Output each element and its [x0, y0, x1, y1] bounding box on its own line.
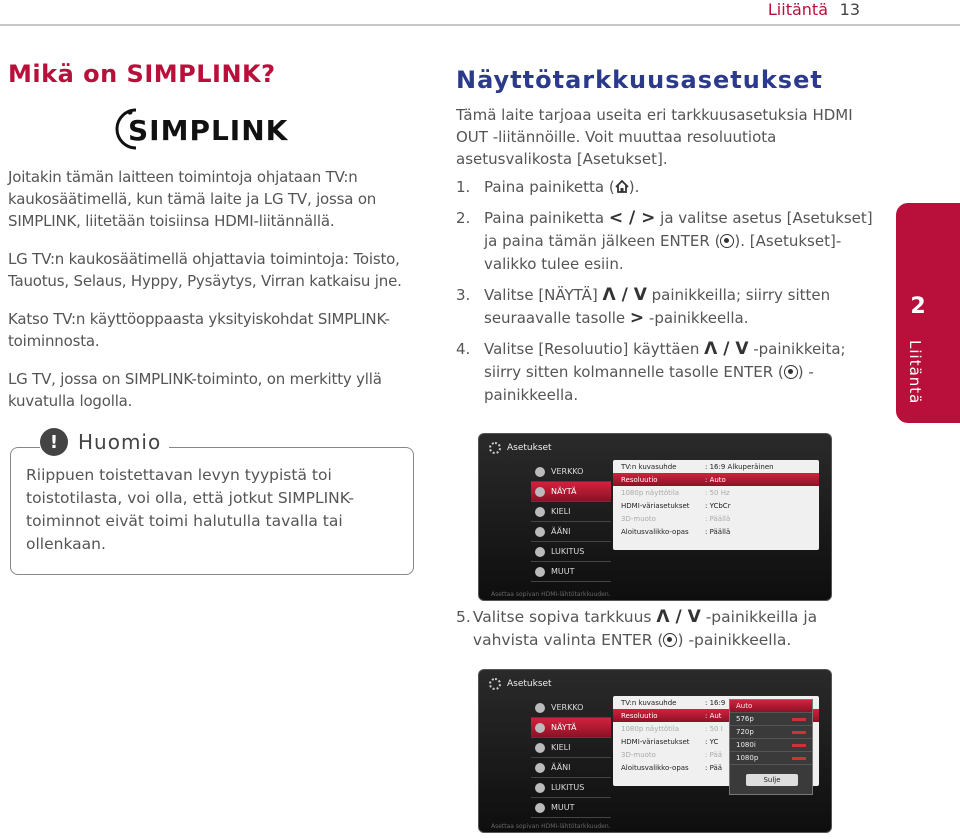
setting-row[interactable]: HDMI-väriasetukset : YC [621, 737, 719, 746]
other-icon [535, 803, 545, 813]
right-arrow-icon: > [629, 308, 645, 328]
menu-item-lukitus[interactable]: LUKITUS [531, 542, 611, 562]
settings-menu [531, 462, 611, 582]
functions-paragraph: LG TV:n kaukosäätimellä ohjattavia toimintoja: Toisto, Tauotus, Selaus, Hyppy, Pysäytys, Virran katkaisu jne. [8, 250, 402, 290]
gear-icon [489, 678, 501, 690]
note-text: Riippuen toistettavan levyn tyypistä toi toistotilasta, voi olla, että jotkut SIMPLINK-toiminnot eivät toimi halutulla tavalla tai ollenkaan. [26, 466, 354, 553]
step-1: 1. Paina painiketta ( ). [456, 178, 640, 196]
menu-item-muut[interactable]: MUUT [531, 798, 611, 818]
enter-icon [720, 234, 734, 248]
display-settings-panel [613, 460, 819, 550]
resolution-intro: Tämä laite tarjoaa useita eri tarkkuusasetuksia HDMI OUT -liitännöille. Voit muuttaa resoluutiota asetusvalikosta [Asetukset]. [456, 106, 853, 168]
menu-item-aani[interactable]: ÄÄNI [531, 522, 611, 542]
setting-row[interactable]: Aloitusvalikko-opas : Päällä [621, 527, 731, 536]
step-3: 3. Valitse [NÄYTÄ] Λ / V painikkeilla; siirry sitten seuraavalle tasolle > -painikkeella. [456, 285, 831, 328]
menu-item-kieli[interactable]: KIELI [531, 502, 611, 522]
warning-icon: ! [40, 428, 68, 456]
menu-item-verkko[interactable]: VERKKO [531, 462, 611, 482]
screen-footer: Asettaa sopivan HDMI-lähtötarkkuuden. [491, 823, 611, 830]
network-icon [535, 467, 545, 477]
other-icon [535, 567, 545, 577]
screen-title: Asetukset [489, 442, 552, 454]
manual-paragraph: Katso TV:n käyttöoppaasta yksityiskohdat SIMPLINK-toiminnosta. [8, 310, 390, 350]
resolution-option-auto[interactable]: Auto [730, 700, 812, 713]
header-section-label: Liitäntä [767, 0, 828, 19]
up-down-arrows-icon: Λ / V [656, 607, 701, 627]
step-2: 2. Paina painiketta < / > ja valitse asetus [Asetukset] ja paina tämän jälkeen ENTER ( ). [Asetukset]-valikko tulee esiin. [456, 208, 873, 273]
chapter-label: Liitäntä [906, 340, 924, 405]
setting-row[interactable]: 1080p näyttötila : 50 I [621, 724, 723, 733]
lock-icon [535, 547, 545, 557]
settings-menu [531, 698, 611, 818]
lock-icon [535, 783, 545, 793]
up-down-arrows-icon: Λ / V [704, 339, 749, 359]
simplink-title: Mikä on SIMPLINK? [8, 60, 276, 88]
language-icon [535, 743, 545, 753]
chapter-number: 2 [910, 294, 926, 319]
intro-paragraph: Joitakin tämän laitteen toimintoja ohjataan TV:n kaukosäätimellä, kun tämä laite ja LG TV, jossa on SIMPLINK, liitetään toisiinsa HDMI-liitännällä. [8, 168, 377, 230]
left-column [8, 60, 418, 412]
page-number: 13 [839, 0, 860, 19]
steps-list [456, 176, 876, 407]
setting-row[interactable]: 3D-muoto : Pää [621, 750, 723, 759]
step-5: 5. Valitse sopiva tarkkuus Λ / V -painikkeilla ja vahvista valinta ENTER ( ) -painikkeella. [456, 607, 818, 649]
setting-row[interactable]: 1080p näyttötila : 50 Hz [621, 488, 730, 497]
home-icon [615, 180, 629, 193]
menu-item-kieli[interactable]: KIELI [531, 738, 611, 758]
resolution-option[interactable]: 720p [730, 726, 812, 739]
menu-item-nayta[interactable]: NÄYTÄ [531, 482, 611, 502]
right-column [456, 66, 876, 415]
step-4: 4. Valitse [Resoluutio] käyttäen Λ / V -painikkeita; siirry sitten kolmannelle tasolle ENTER ( ) -painikkeella. [456, 339, 846, 404]
menu-item-lukitus[interactable]: LUKITUS [531, 778, 611, 798]
left-right-arrows-icon: < / > [608, 208, 656, 228]
settings-screenshot-1 [478, 433, 832, 601]
up-down-arrows-icon: Λ / V [602, 285, 647, 305]
screen-title: Asetukset [489, 678, 552, 690]
resolution-popup [729, 699, 813, 795]
audio-icon [535, 527, 545, 537]
display-icon [535, 723, 545, 733]
settings-screenshot-2 [478, 669, 832, 833]
note-title: Huomio [78, 430, 162, 454]
setting-row[interactable]: TV:n kuvasuhde : 16:9 Alkuperäinen [621, 462, 774, 471]
simplink-logo-icon [114, 106, 310, 152]
setting-row[interactable]: 3D-muoto : Päällä [621, 514, 731, 523]
resolution-option[interactable]: 1080i [730, 739, 812, 752]
setting-row[interactable]: HDMI-väriasetukset : YCbCr [621, 501, 731, 510]
setting-row-resolution[interactable]: Resoluutio : Auto [613, 473, 819, 486]
menu-item-aani[interactable]: ÄÄNI [531, 758, 611, 778]
setting-row[interactable]: TV:n kuvasuhde : 16:9 [621, 698, 726, 707]
enter-icon [663, 633, 677, 647]
menu-item-verkko[interactable]: VERKKO [531, 698, 611, 718]
note-header [40, 428, 169, 456]
simplink-logo [114, 104, 418, 154]
language-icon [535, 507, 545, 517]
resolution-option[interactable]: 576p [730, 713, 812, 726]
screen-footer: Asettaa sopivan HDMI-lähtötarkkuuden. [491, 591, 611, 598]
logo-paragraph: LG TV, jossa on SIMPLINK-toiminto, on merkitty yllä kuvatulla logolla. [8, 370, 382, 410]
menu-item-muut[interactable]: MUUT [531, 562, 611, 582]
enter-icon [784, 365, 798, 379]
display-icon [535, 487, 545, 497]
audio-icon [535, 763, 545, 773]
svg-text:SIMPLINK: SIMPLINK [128, 114, 289, 147]
setting-row[interactable]: Aloitusvalikko-opas : Pää [621, 763, 723, 772]
network-icon [535, 703, 545, 713]
close-button[interactable]: Sulje [746, 774, 798, 786]
gear-icon [489, 442, 501, 454]
setting-row-resolution[interactable]: Resoluutio : Aut [613, 709, 819, 722]
resolution-title: Näyttötarkkuusasetukset [456, 66, 823, 94]
resolution-option[interactable]: 1080p [730, 752, 812, 765]
header-rule [0, 24, 960, 26]
menu-item-nayta[interactable]: NÄYTÄ [531, 718, 611, 738]
